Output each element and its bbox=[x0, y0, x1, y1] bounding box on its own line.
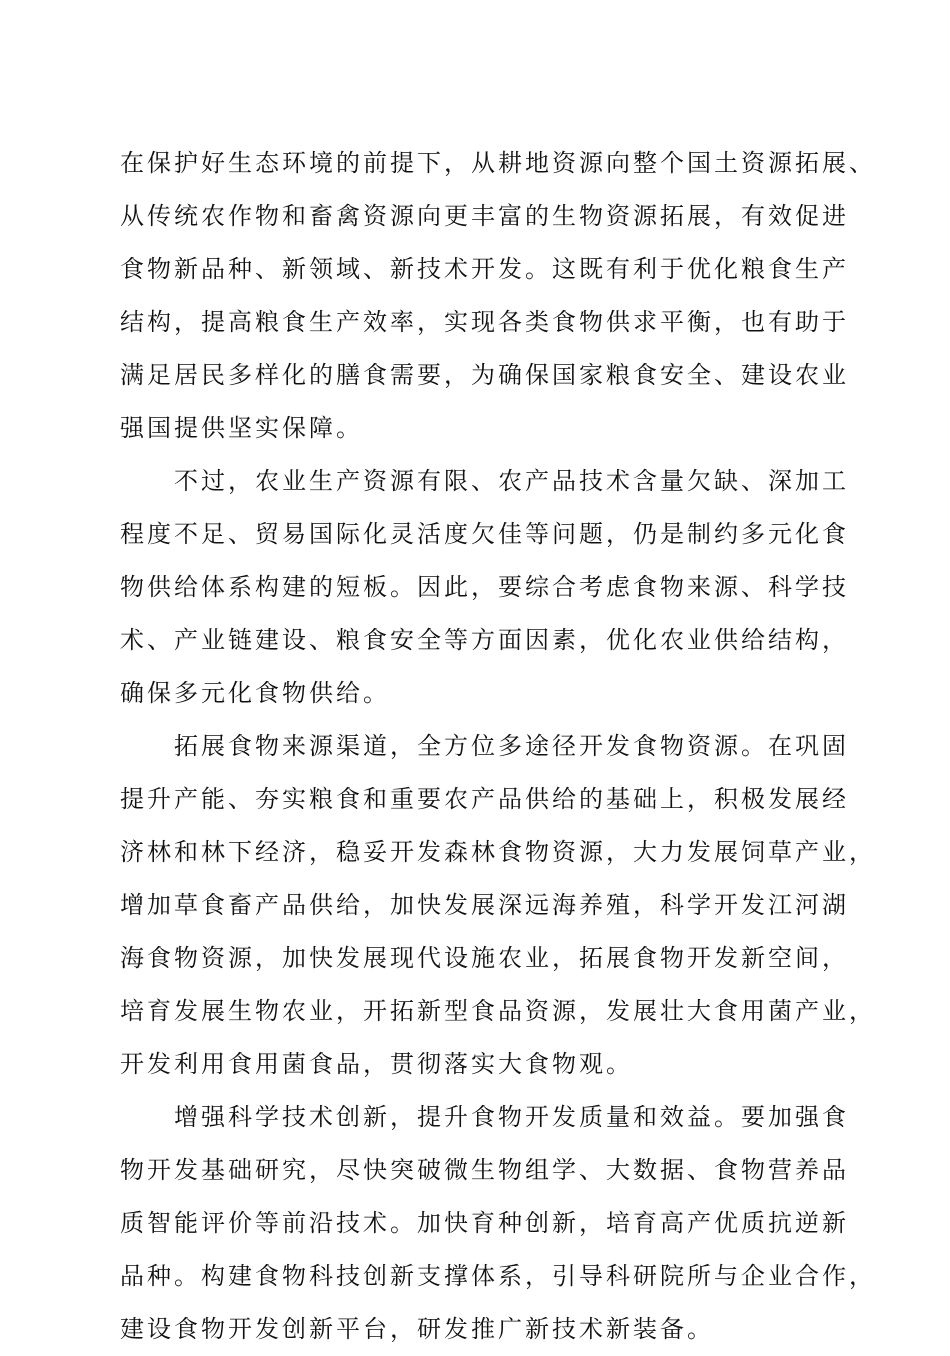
text-line: 术、产业链建设、粮食安全等方面因素，优化农业供给结构， bbox=[120, 626, 849, 654]
paragraph-3 bbox=[120, 720, 876, 1091]
text-line: 培育发展生物农业，开拓新型食品资源，发展壮大食用菌产业， bbox=[120, 997, 876, 1025]
text-line: 增加草食畜产品供给，加快发展深远海养殖，科学开发江河湖 bbox=[120, 891, 849, 919]
text-line: 强国提供坚实保障。 bbox=[120, 414, 363, 442]
paragraph-2 bbox=[120, 455, 849, 720]
text-line: 拓展食物来源渠道，全方位多途径开发食物资源。在巩固 bbox=[174, 732, 849, 760]
text-line: 海食物资源，加快发展现代设施农业，拓展食物开发新空间， bbox=[120, 944, 849, 972]
text-line: 济林和林下经济，稳妥开发森林食物资源，大力发展饲草产业， bbox=[120, 838, 876, 866]
text-line: 物供给体系构建的短板。因此，要综合考虑食物来源、科学技 bbox=[120, 573, 849, 601]
paragraph-4 bbox=[120, 1091, 876, 1356]
text-line: 不过，农业生产资源有限、农产品技术含量欠缺、深加工 bbox=[174, 467, 849, 495]
text-line: 确保多元化食物供给。 bbox=[120, 679, 390, 707]
article-body bbox=[120, 137, 876, 1356]
text-line: 从传统农作物和畜禽资源向更丰富的生物资源拓展，有效促进 bbox=[120, 202, 849, 230]
text-line: 结构，提高粮食生产效率，实现各类食物供求平衡，也有助于 bbox=[120, 308, 849, 336]
text-line: 增强科学技术创新，提升食物开发质量和效益。要加强食 bbox=[174, 1103, 849, 1131]
text-line: 开发利用食用菌食品，贯彻落实大食物观。 bbox=[120, 1050, 633, 1078]
text-line: 建设食物开发创新平台，研发推广新技术新装备。 bbox=[120, 1315, 714, 1343]
text-line: 质智能评价等前沿技术。加快育种创新，培育高产优质抗逆新 bbox=[120, 1209, 849, 1237]
text-line: 品种。构建食物科技创新支撑体系，引导科研院所与企业合作， bbox=[120, 1262, 876, 1290]
text-line: 物开发基础研究，尽快突破微生物组学、大数据、食物营养品 bbox=[120, 1156, 849, 1184]
text-line: 满足居民多样化的膳食需要，为确保国家粮食安全、建设农业 bbox=[120, 361, 849, 389]
text-line: 程度不足、贸易国际化灵活度欠佳等问题，仍是制约多元化食 bbox=[120, 520, 849, 548]
text-line: 食物新品种、新领域、新技术开发。这既有利于优化粮食生产 bbox=[120, 255, 849, 283]
text-line: 在保护好生态环境的前提下，从耕地资源向整个国土资源拓展、 bbox=[120, 149, 876, 177]
paragraph-1 bbox=[120, 137, 876, 455]
text-line: 提升产能、夯实粮食和重要农产品供给的基础上，积极发展经 bbox=[120, 785, 849, 813]
